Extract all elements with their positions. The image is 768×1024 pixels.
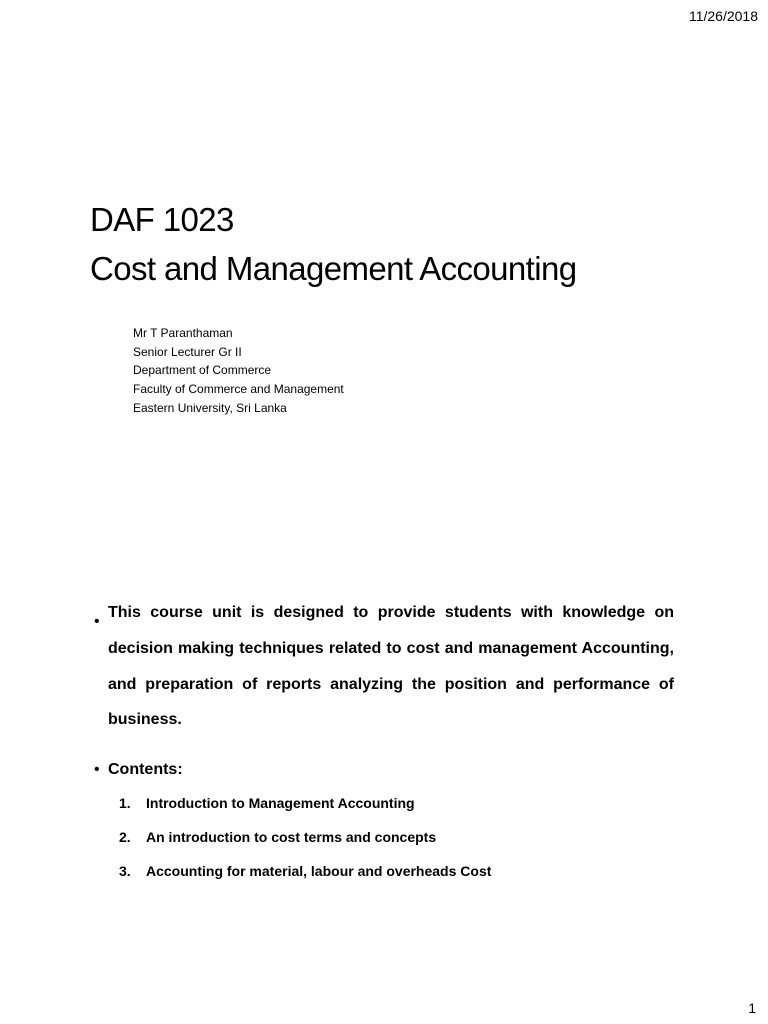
list-item (119, 795, 491, 829)
list-item (119, 863, 491, 897)
contents-list (119, 795, 491, 897)
list-item-number: 1. (119, 795, 131, 811)
course-description-text: This course unit is designed to provide students with knowledge on decision making techniques related to cost and management Accounting, and preparation of reports analyzing the position and performance of business. (108, 604, 674, 729)
list-item-number: 2. (119, 829, 131, 845)
author-position: Senior Lecturer Gr II (133, 344, 242, 359)
list-item (119, 829, 491, 863)
list-item-label: Accounting for material, labour and overheads Cost (146, 863, 492, 879)
contents-heading: Contents: (108, 761, 183, 778)
list-item-number: 3. (119, 863, 131, 879)
content-slide (0, 512, 768, 992)
document-date: 11/26/2018 (688, 8, 758, 24)
course-code-title: DAF 1023 (90, 201, 234, 238)
list-item-label: Introduction to Management Accounting (146, 795, 415, 811)
course-description-bullet (94, 604, 674, 738)
author-department: Department of Commerce (133, 363, 272, 378)
contents-bullet (94, 759, 674, 781)
bullet-marker: • (94, 613, 100, 630)
author-name: Mr T Paranthaman (133, 326, 233, 340)
author-university: Eastern University, Sri Lanka (133, 400, 287, 415)
course-name-title: Cost and Management Accounting (90, 250, 577, 287)
page-number: 1 (748, 1000, 756, 1016)
author-info (133, 324, 344, 418)
bullet-marker: • (94, 761, 100, 778)
list-item-label: An introduction to cost terms and concepts (146, 829, 437, 845)
author-faculty: Faculty of Commerce and Management (133, 382, 344, 397)
